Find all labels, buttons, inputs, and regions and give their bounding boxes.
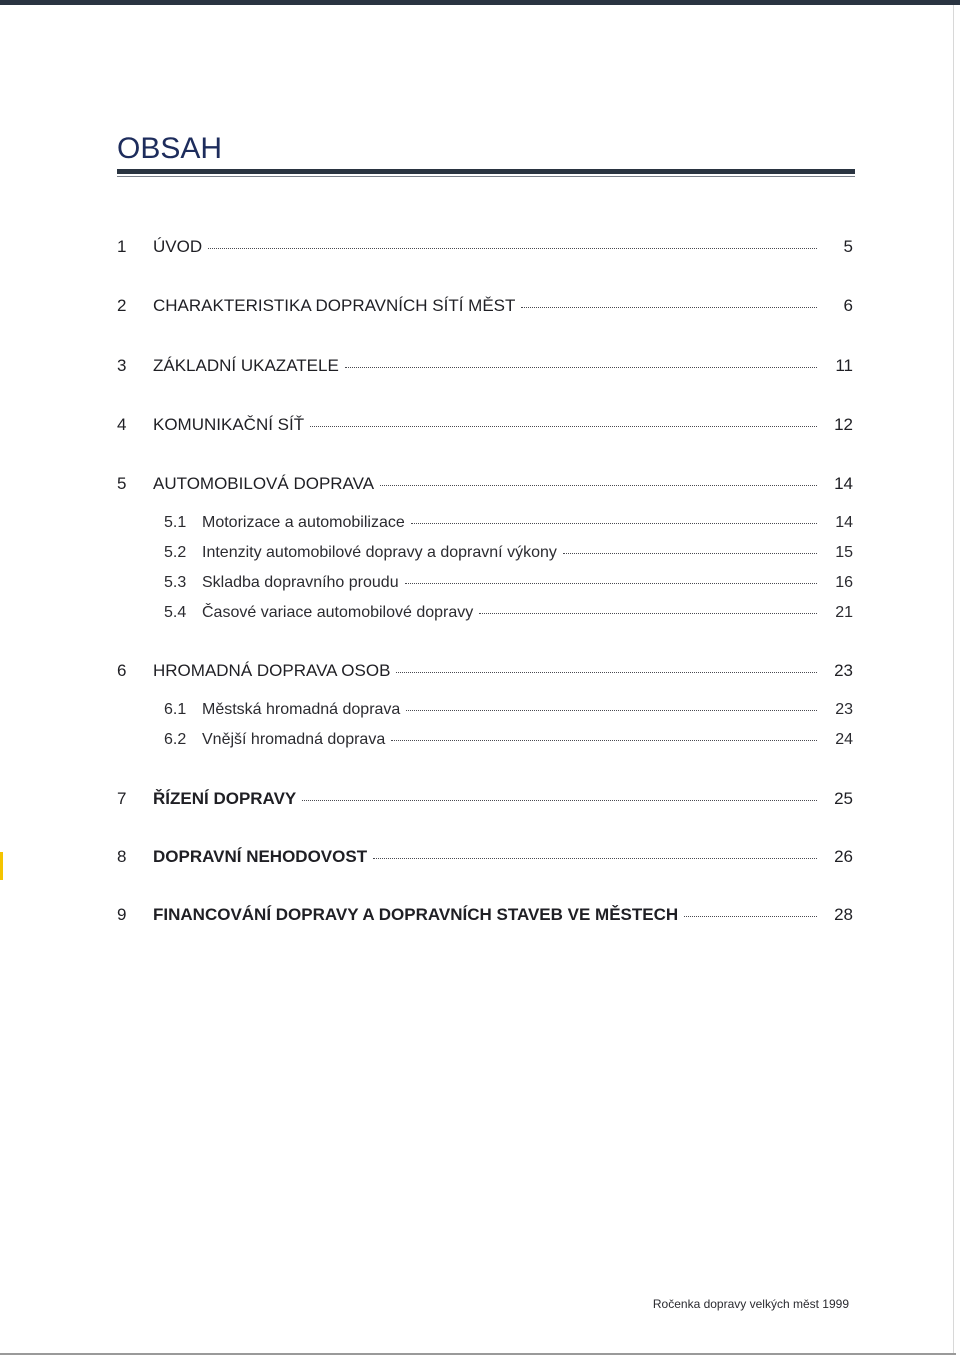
toc-entry-4[interactable]: [117, 415, 853, 439]
toc-entry-8[interactable]: [117, 847, 853, 871]
dot-leader: [310, 425, 817, 427]
dot-leader: [373, 857, 817, 859]
toc-title: Motorizace a automobilizace: [202, 514, 405, 531]
toc-page-number: 24: [835, 731, 853, 748]
toc-entry-5-4[interactable]: [117, 604, 853, 628]
toc-title: CHARAKTERISTIKA DOPRAVNÍCH SÍTÍ MĚST: [153, 296, 516, 315]
toc-page-number: 5: [843, 237, 853, 256]
dot-leader: [396, 671, 817, 673]
dot-leader: [521, 306, 817, 308]
toc-page-number: 28: [834, 905, 853, 924]
toc-entry-5-1[interactable]: [117, 514, 853, 538]
toc-page-number: 26: [834, 847, 853, 866]
toc-page-number: 16: [835, 574, 853, 591]
toc-number: 5.2: [164, 544, 187, 561]
title-underline: [117, 169, 855, 174]
toc-title: FINANCOVÁNÍ DOPRAVY A DOPRAVNÍCH STAVEB VE MĚSTECH: [153, 905, 679, 924]
page-edge: [953, 5, 954, 1355]
dot-leader: [405, 582, 817, 584]
toc-entry-6-2[interactable]: [117, 731, 853, 755]
toc-title: DOPRAVNÍ NEHODOVOST: [153, 847, 368, 866]
toc-title: Městská hromadná doprava: [202, 701, 401, 718]
toc-title: Intenzity automobilové dopravy a dopravní výkony: [202, 544, 557, 561]
toc-entry-2[interactable]: [117, 296, 853, 320]
title-underline-thin: [117, 176, 855, 177]
toc-entry-5[interactable]: [117, 474, 853, 498]
toc-title: ÚVOD: [153, 237, 203, 256]
toc-number: 4: [117, 415, 127, 434]
toc-entry-3[interactable]: [117, 356, 853, 380]
toc-number: 6: [117, 661, 127, 680]
toc-page-number: 23: [834, 661, 853, 680]
toc-page-number: 14: [835, 514, 853, 531]
toc-number: 5.1: [164, 514, 187, 531]
top-border-rule: [0, 0, 960, 5]
toc-title: ZÁKLADNÍ UKAZATELE: [153, 356, 339, 375]
dot-leader: [684, 915, 817, 917]
toc-number: 3: [117, 356, 127, 375]
toc-number: 1: [117, 237, 127, 256]
toc-number: 5.4: [164, 604, 187, 621]
toc-title: HROMADNÁ DOPRAVA OSOB: [153, 661, 391, 680]
toc-number: 5.3: [164, 574, 187, 591]
toc-page-number: 14: [834, 474, 853, 493]
footer-publication-title: Ročenka dopravy velkých měst 1999: [652, 1297, 849, 1311]
page-title: OBSAH: [117, 132, 223, 165]
toc-title: KOMUNIKAČNÍ SÍŤ: [153, 415, 305, 434]
dot-leader: [479, 612, 817, 614]
dot-leader: [302, 799, 817, 801]
toc-entry-6[interactable]: [117, 661, 853, 685]
toc-page-number: 6: [843, 296, 853, 315]
toc-page-number: 21: [835, 604, 853, 621]
toc-page-number: 12: [834, 415, 853, 434]
toc-page-number: 11: [835, 356, 853, 375]
toc-number: 2: [117, 296, 127, 315]
toc-entry-7[interactable]: [117, 789, 853, 813]
dot-leader: [411, 522, 817, 524]
toc-page-number: 23: [835, 701, 853, 718]
toc-title: Skladba dopravního proudu: [202, 574, 399, 591]
margin-marker: [0, 852, 3, 880]
toc-entry-6-1[interactable]: [117, 701, 853, 725]
toc-page-number: 15: [835, 544, 853, 561]
toc-title: Časové variace automobilové dopravy: [202, 604, 474, 621]
dot-leader: [345, 366, 817, 368]
dot-leader: [406, 709, 817, 711]
bottom-border-rule: [0, 1353, 956, 1355]
toc-number: 6.1: [164, 701, 187, 718]
toc-entry-5-2[interactable]: [117, 544, 853, 568]
toc-entry-9[interactable]: [117, 905, 853, 929]
dot-leader: [563, 552, 817, 554]
dot-leader: [380, 484, 817, 486]
toc-number: 7: [117, 789, 127, 808]
toc-entry-5-3[interactable]: [117, 574, 853, 598]
dot-leader: [391, 739, 817, 741]
toc-title: AUTOMOBILOVÁ DOPRAVA: [153, 474, 375, 493]
toc-entry-1[interactable]: [117, 237, 853, 261]
toc-number: 5: [117, 474, 127, 493]
toc-page-number: 25: [834, 789, 853, 808]
toc-title: ŘÍZENÍ DOPRAVY: [153, 789, 297, 808]
toc-number: 8: [117, 847, 127, 866]
dot-leader: [208, 247, 817, 249]
toc-title: Vnější hromadná doprava: [202, 731, 386, 748]
toc-number: 6.2: [164, 731, 187, 748]
toc-number: 9: [117, 905, 127, 924]
